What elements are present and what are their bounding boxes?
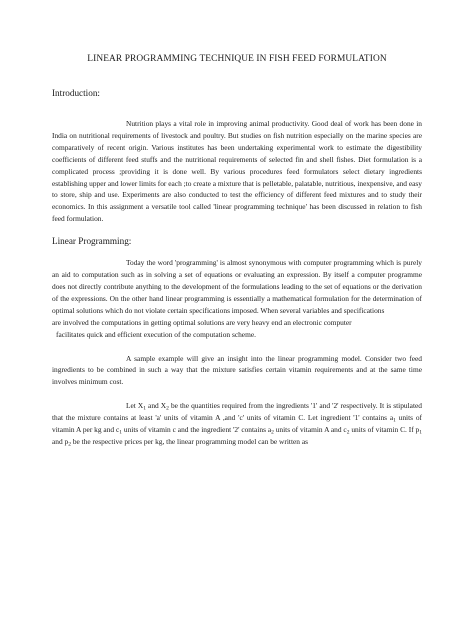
intro-paragraph: Nutrition plays a vital role in improving animal productivity. Good deal of work has been done in India on nutritional requirements of livestock and poultry. But studies on fish nutrition especially on the marine species are comparatively of recent origin. Various institutes has been undertaking experimental work to estimate the digestibility coefficients of different feed stuffs and the nutritional requirements of selected fin and shell fishes. Diet formulation is a complicated process ;providing it is done well. By various procedures feed formulators select dietary ingredients establishing upper and lower limits for each ;to create a mixture that is pelletable, palatable, nutritious, inexpensive, and easy to store, ship and use. Experiments are also conducted to test the efficiency of different feed mixtures and to study their economics. In this assignment a versatile tool called 'linear programming technique' has been discussed in relation to fish feed formulation. [52, 119, 422, 224]
lp-paragraph: Today the word 'programming' is almost synonymous with computer programming which is purely an aid to computation such as in solving a set of equations or evaluating an expression. By itself a computer programme does not directly contribute anything to the development of the formulations leading to the set of equations or the derivation of the expressions. On the other hand linear programming is essentially a mathematical formulation for the determination of optimal solutions which do not violate certain specifications imposed. When several variables and specifications [52, 258, 422, 315]
variables-paragraph: Let $X_1$ and $X_2$ be the quantities required from the ingredients '1' and '2' respectively. It is stipulated that the mixture contains at least 'a' units of vitamin A ,and 'c' units of vitamin C. Let ingredient '1' contains $a_1$ units of vitamin A per kg and $c_1$ units of vitamin c and the ingredient '2' contains $a_2$ units of vitamin A and $c_2$ units of vitamin C. If $p_1$ and $p_2$ be the respective prices per kg, the linear programming model can be written as [52, 401, 422, 448]
lp-paragraph-continued-b: facilitates quick and efficient execution of the computation scheme. [56, 329, 256, 339]
lp-heading: Linear Programming: [52, 236, 132, 247]
document-title: LINEAR PROGRAMMING TECHNIQUE IN FISH FEED FORMULATION [87, 54, 387, 64]
intro-heading: Introduction: [52, 88, 100, 98]
example-paragraph: A sample example will give an insight into the linear programming model. Consider two feed ingredients to be combined in such a way that the mixture satisfies certain vitamin requirements and at the same time involves minimum cost. [52, 353, 422, 387]
lp-paragraph-continued-a: are involved the computations in getting optimal solutions are very heavy end an electronic computer [52, 317, 352, 327]
